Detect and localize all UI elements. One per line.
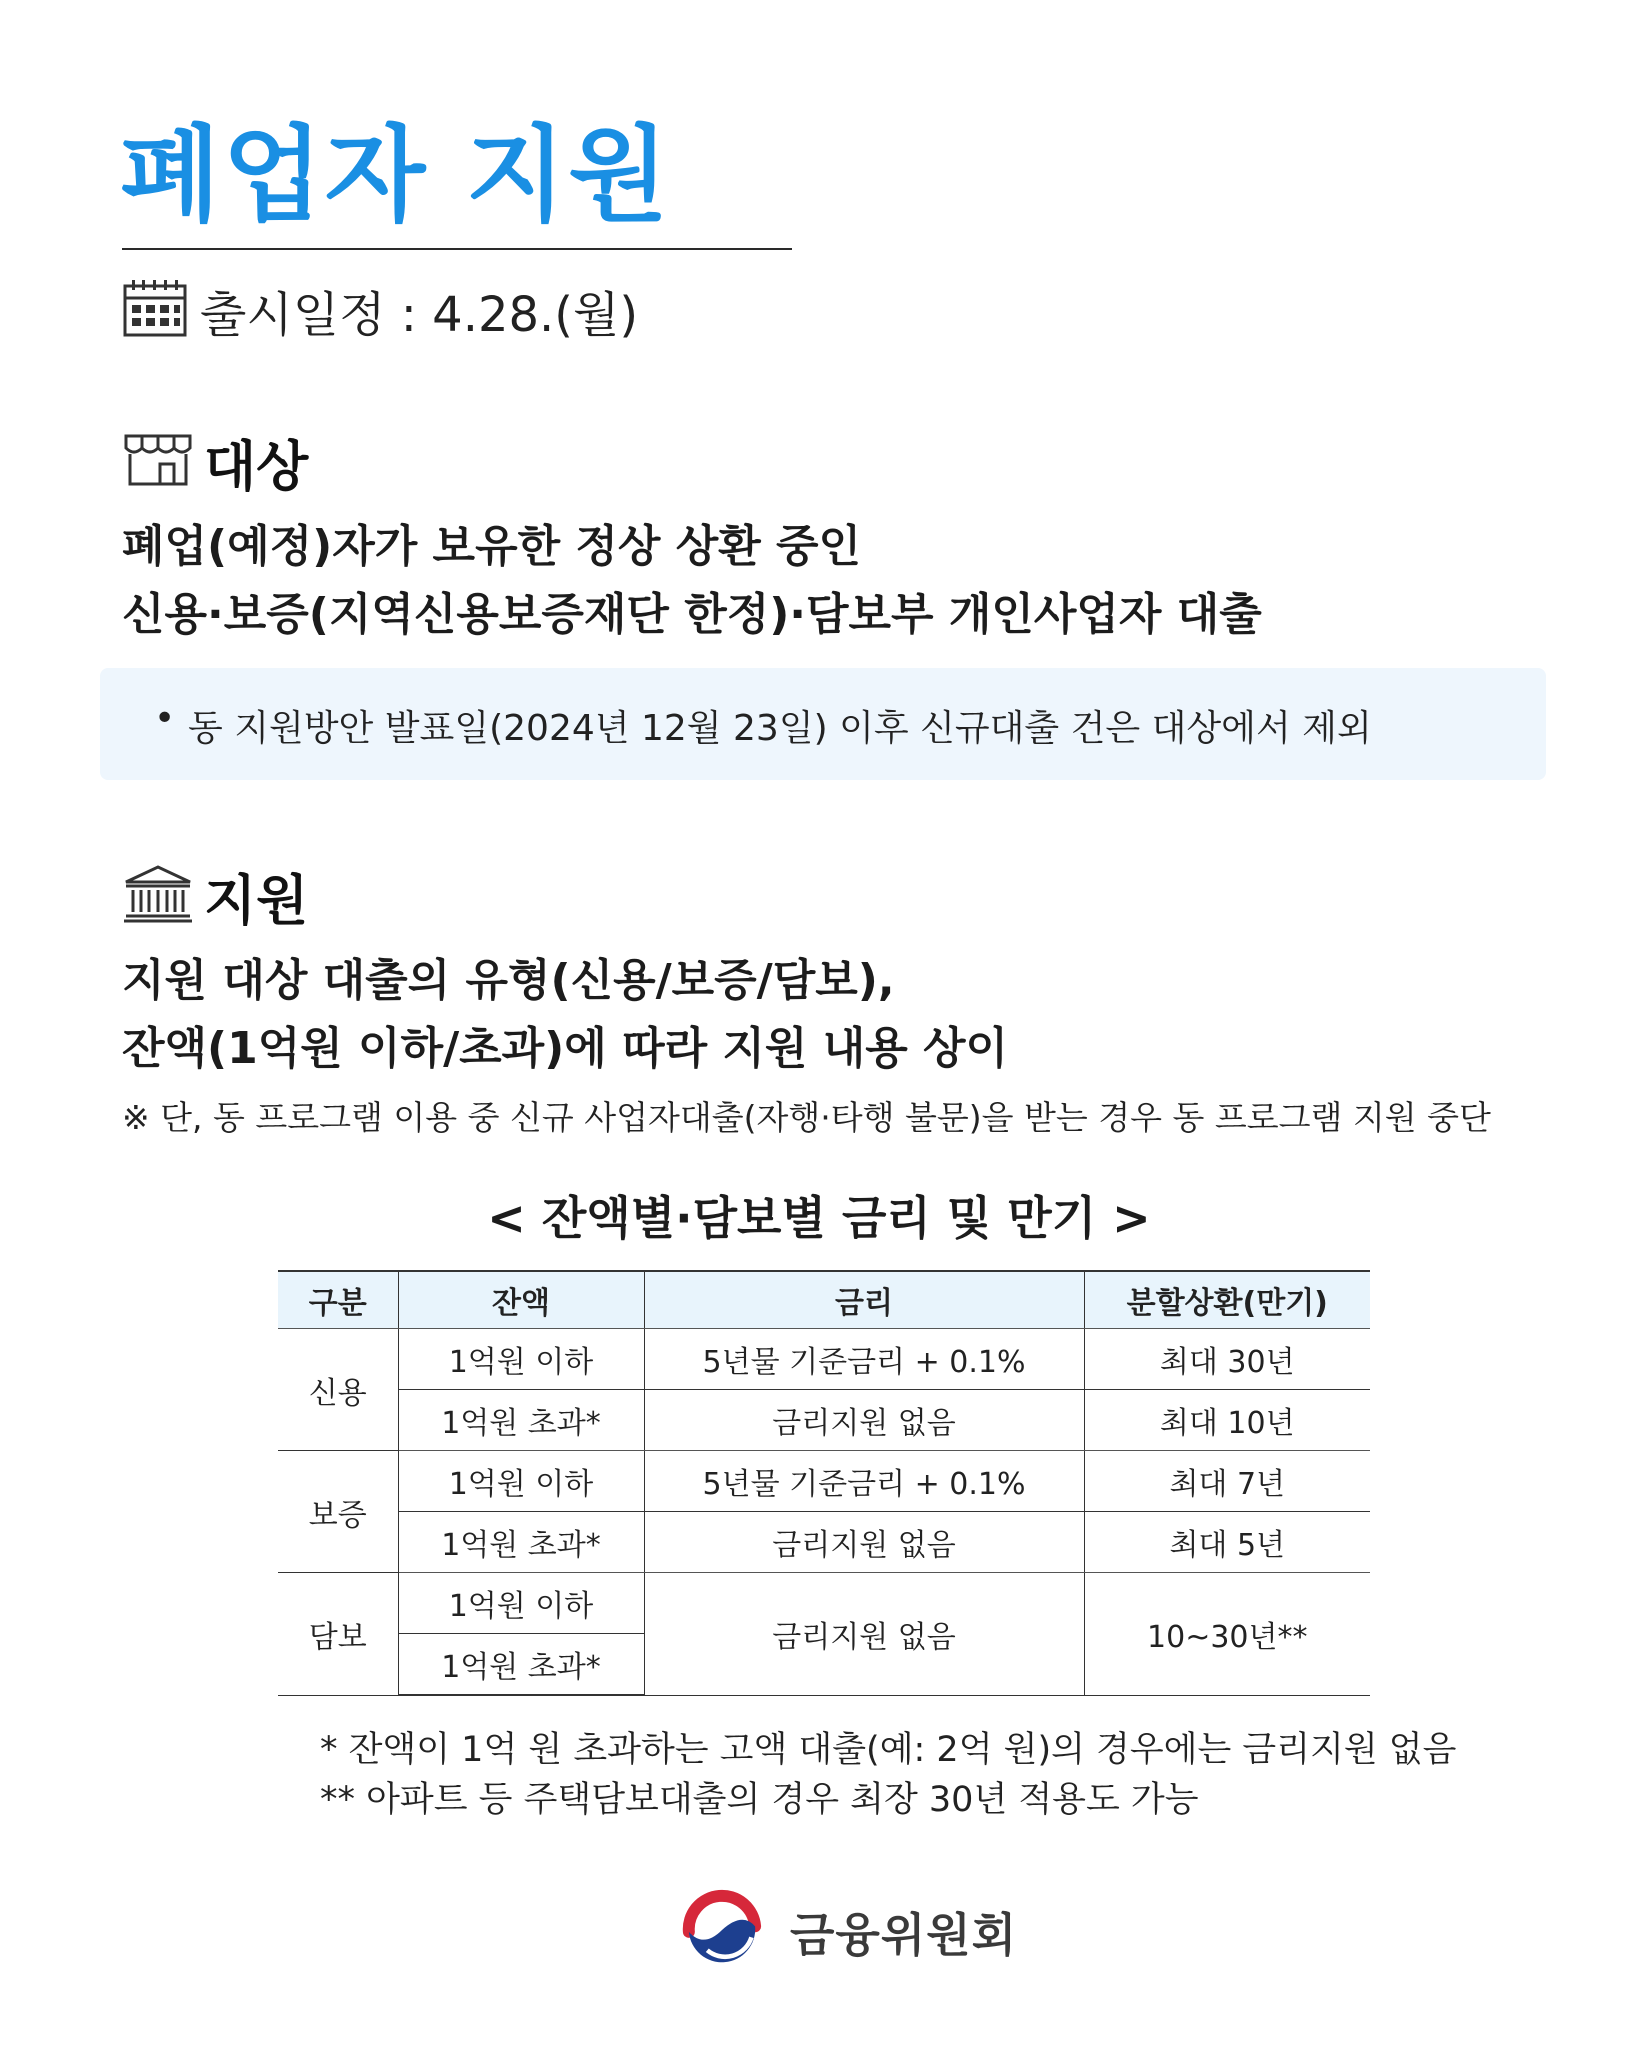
rate-cell: 금리지원 없음 [644, 1390, 1084, 1451]
table-row [278, 1390, 1370, 1451]
support-line-2: 잔액(1억원 이하/초과)에 따라 지원 내용 상이 [122, 1023, 1009, 1074]
footnote-2: ** 아파트 등 주택담보대출의 경우 최장 30년 적용도 가능 [320, 1780, 1199, 1820]
calendar-icon [122, 278, 188, 342]
rate-cell: 5년물 기준금리 + 0.1% [644, 1329, 1084, 1390]
target-line-1: 폐업(예정)자가 보유한 정상 상환 중인 [122, 521, 862, 572]
store-icon [122, 432, 194, 492]
term-cell: 최대 10년 [1084, 1390, 1370, 1451]
target-line-2: 신용·보증(지역신용보증재단 한정)·담보부 개인사업자 대출 [122, 589, 1262, 640]
bullet-icon: • [154, 698, 176, 739]
section-target-label: 대상 [204, 434, 309, 498]
term-cell: 최대 5년 [1084, 1512, 1370, 1573]
table-row [278, 1573, 1370, 1634]
taegeuk-emblem-icon [676, 1884, 768, 1980]
title-divider [122, 248, 792, 250]
page-title: 폐업자 지원 [120, 114, 671, 236]
balance-cell: 1억원 초과* [398, 1634, 644, 1696]
term-cell: 최대 30년 [1084, 1329, 1370, 1390]
category-cell: 신용 [278, 1329, 398, 1451]
balance-cell: 1억원 이하 [398, 1573, 644, 1634]
rate-term-table [278, 1270, 1370, 1696]
organization-logo [676, 1884, 1017, 1980]
footnote-1: * 잔액이 1억 원 초과하는 고액 대출(예: 2억 원)의 경우에는 금리지원 없음 [320, 1730, 1457, 1770]
support-line-1: 지원 대상 대출의 유형(신용/보증/담보), [122, 955, 895, 1006]
category-cell: 보증 [278, 1451, 398, 1573]
balance-cell: 1억원 이하 [398, 1451, 644, 1512]
table-header-row [278, 1271, 1370, 1329]
target-exclusion-text: 동 지원방안 발표일(2024년 12월 23일) 이후 신규대출 건은 대상에서 제외 [188, 708, 1372, 749]
release-schedule [122, 278, 638, 342]
organization-name: 금융위원회 [790, 1908, 1018, 1962]
table-header-cell: 금리 [644, 1271, 1084, 1329]
section-support-heading [122, 864, 309, 932]
rate-cell: 금리지원 없음 [644, 1573, 1084, 1696]
table-row [278, 1451, 1370, 1512]
balance-cell: 1억원 초과* [398, 1390, 644, 1451]
category-cell: 담보 [278, 1573, 398, 1696]
section-support-label: 지원 [204, 868, 309, 932]
release-date-text: 출시일정 : 4.28.(월) [200, 286, 639, 343]
term-cell: 최대 7년 [1084, 1451, 1370, 1512]
support-caution-text: ※ 단, 동 프로그램 이용 중 신규 사업자대출(자행·타행 불문)을 받는 경우 동 프로그램 지원 중단 [122, 1098, 1491, 1137]
table-row [278, 1329, 1370, 1390]
table-row [278, 1512, 1370, 1573]
table-header-cell: 분할상환(만기) [1084, 1271, 1370, 1329]
term-cell: 10~30년** [1084, 1573, 1370, 1696]
balance-cell: 1억원 초과* [398, 1512, 644, 1573]
target-exclusion-note [100, 668, 1546, 780]
table-caption: < 잔액별·담보별 금리 및 만기 > [487, 1191, 1151, 1245]
rate-cell: 5년물 기준금리 + 0.1% [644, 1451, 1084, 1512]
rate-cell: 금리지원 없음 [644, 1512, 1084, 1573]
balance-cell: 1억원 이하 [398, 1329, 644, 1390]
table-header-cell: 잔액 [398, 1271, 644, 1329]
bank-building-icon [122, 864, 194, 928]
table-header-cell: 구분 [278, 1271, 398, 1329]
section-target-heading [122, 430, 309, 498]
